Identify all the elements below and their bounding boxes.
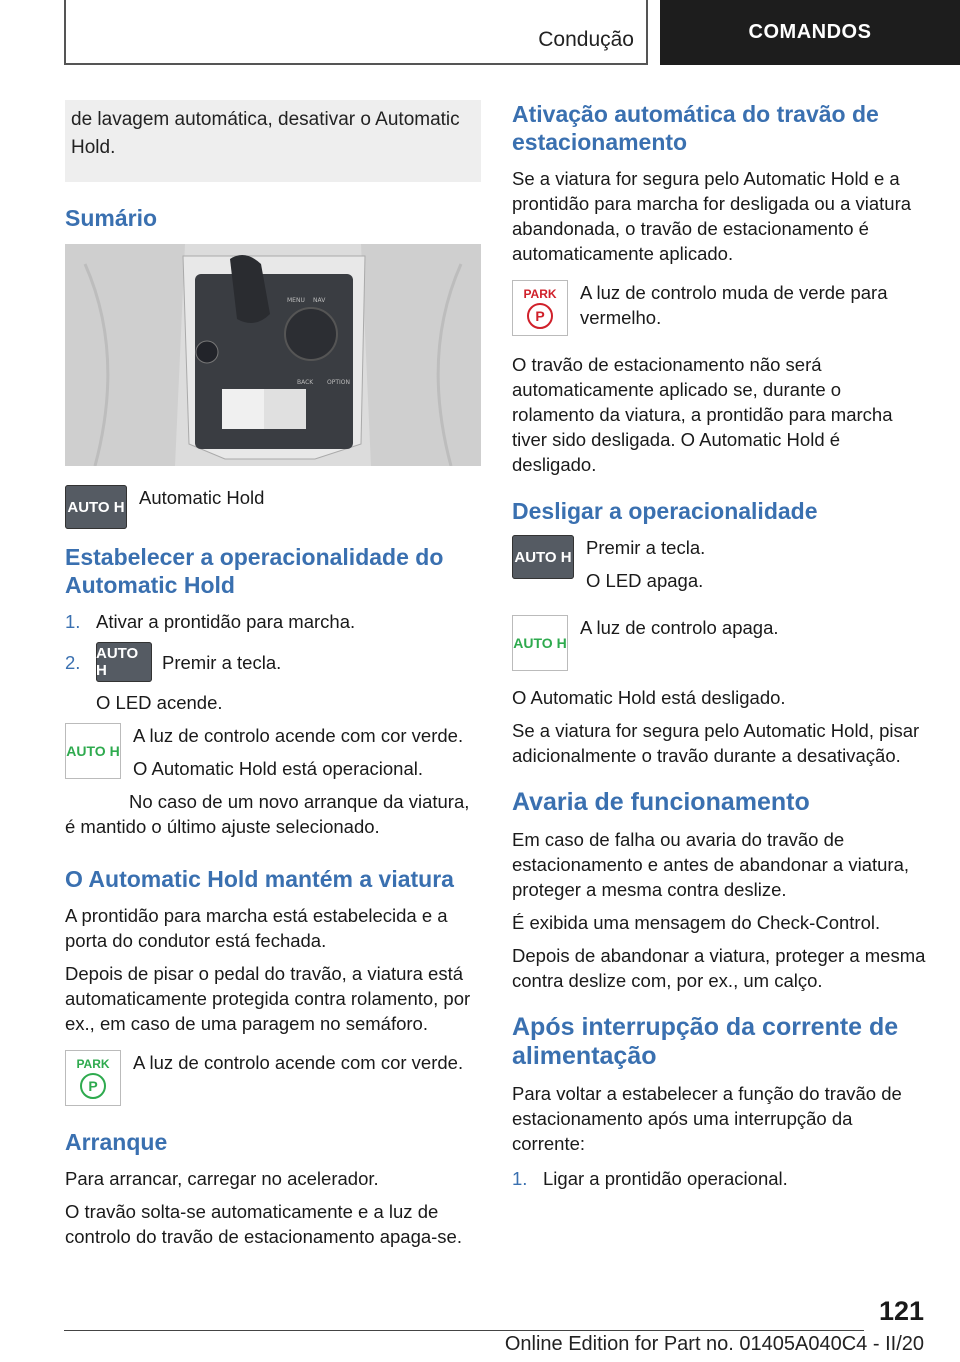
footer-edition: Online Edition for Part no. 01405A040C4 - II/20 [504,1333,924,1355]
auto-hold-label: Automatic Hold [139,487,265,508]
svg-text:MENU: MENU [287,297,305,304]
header-rule-right [646,0,648,64]
holds-paragraph-2: Depois de pisar o pedal do travão, a viatura está automaticamente protegida contra rolamento, por ex., em caso de uma paragem no semáforo. [65,963,471,1034]
park-green-row [65,1050,481,1106]
start-paragraph-1: Para arrancar, carregar no acelerador. [65,1168,379,1189]
holds-paragraph-1: A prontidão para marcha está estabelecida e a porta do condutor está fechada. [65,905,448,951]
off-heading: Desligar a operacionalidade [512,498,818,524]
auto-hold-button-icon: AUTO H [512,535,574,579]
park-circle: P [80,1073,106,1099]
auto-hold-row [65,485,481,529]
fault-paragraph-1: Em caso de falha ou avaria do travão de estacionamento e antes de abandonar a viatura, proteger a mesma contra deslize. [512,829,910,900]
step-number: 1. [65,611,81,632]
page-number: 121 [878,1296,924,1326]
green-light-row [65,723,481,789]
auto-paragraph-2: O travão de estacionamento não será automaticamente aplicado se, durante o rolamento da viatura, a prontidão para marcha tiver sido desligada. O Automatic Hold é desligado. [512,354,893,475]
park-brake-red-icon [512,280,568,336]
right-column [512,100,926,1199]
park-label: PARK [76,1056,110,1071]
svg-text:NAV: NAV [313,297,326,304]
step-text: Ligar a prontidão operacional. [543,1168,788,1189]
console-photo [65,244,481,466]
step-text: Ativar a prontidão para marcha. [96,611,356,632]
step-number: 1. [512,1168,528,1189]
step-text: Premir a tecla. [162,651,282,673]
header-rule-left [64,0,66,64]
auto-hold-button-icon: AUTO H [65,485,127,529]
header-rule-bottom [64,63,648,65]
note-box: de lavagem automática, desativar o Automatic Hold. [65,100,481,182]
light-green-text: A luz de controlo acende com cor verde. [133,725,464,746]
header-chapter-tab[interactable]: COMANDOS [660,0,960,65]
restart-text: No caso de um novo arranque da viatura, é mantido o último ajuste selecionado. [65,791,470,837]
off-press-text: Premir a tecla. [586,537,706,558]
power-heading: Após interrupção da corrente de alimentação [512,1013,899,1070]
off-light-row [512,615,926,671]
park-red-row [512,280,926,338]
operational-text: O Automatic Hold está operacional. [133,758,423,779]
list-item [65,642,481,682]
auto-hold-indicator-icon: AUTO H [512,615,568,671]
auto-hold-button-icon: AUTO H [96,642,152,682]
off-light-text: A luz de controlo apaga. [580,617,779,638]
auto-activation-heading: Ativação automática do travão de estacionamento [512,101,879,155]
start-heading: Arranque [65,1129,168,1155]
header-section-title: Condução [538,28,634,51]
auto-hold-indicator-icon: AUTO H [65,723,121,779]
left-column [65,100,481,1257]
auto-paragraph-1: Se a viatura for segura pelo Automatic Hold e a prontidão para marcha for desligada ou a viatura abandonada, o travão de estacionamento é automaticamente aplicado. [512,168,912,264]
park-green-text: A luz de controlo acende com cor verde. [133,1052,464,1073]
led-on-text: O LED acende. [96,692,223,713]
fault-paragraph-3: Depois de abandonar a viatura, proteger a mesma contra deslize com, por ex., um calço. [512,945,926,991]
off-led-text: O LED apaga. [586,570,704,591]
svg-text:OPTION: OPTION [327,379,350,386]
off-button-row [512,535,926,601]
holds-heading: O Automatic Hold mantém a viatura [65,866,454,892]
park-label: PARK [523,286,557,301]
list-item [65,609,481,634]
park-circle: P [527,303,553,329]
start-paragraph-2: O travão solta-se automaticamente e a luz de controlo do travão de estacionamento apaga-se. [65,1201,462,1247]
fault-paragraph-2: É exibida uma mensagem do Check-Control. [512,912,881,933]
establish-heading: Estabelecer a operacionalidade do Automatic Hold [65,544,444,598]
footer-rule [64,1330,864,1331]
power-paragraph-1: Para voltar a estabelecer a função do travão de estacionamento após uma interrupção da corrente: [512,1083,902,1154]
off-paragraph-1: O Automatic Hold está desligado. [512,687,786,708]
park-red-text: A luz de controlo muda de verde para vermelho. [580,282,888,328]
svg-text:BACK: BACK [297,379,314,386]
off-paragraph-2: Se a viatura for segura pelo Automatic Hold, pisar adicionalmente o travão durante a desativação. [512,720,920,766]
park-brake-green-icon [65,1050,121,1106]
fault-heading: Avaria de funcionamento [512,788,810,816]
step-number: 2. [65,651,81,673]
summary-heading: Sumário [65,205,158,231]
list-item [512,1166,926,1191]
